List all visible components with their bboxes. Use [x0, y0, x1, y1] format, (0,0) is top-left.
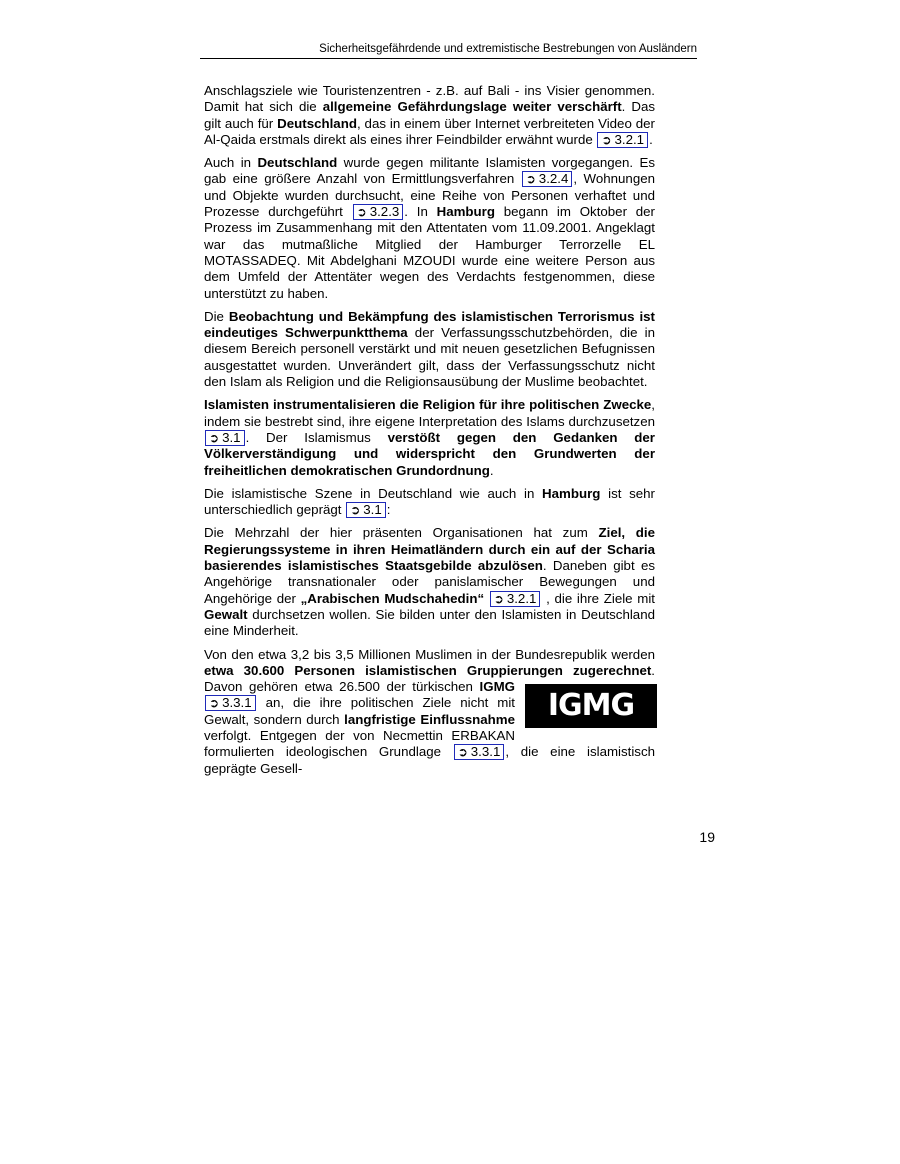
circled-arrow-icon: ➲	[525, 172, 536, 187]
circled-arrow-icon: ➲	[209, 696, 220, 711]
cross-reference-link[interactable]: ➲ 3.1	[346, 502, 386, 518]
paragraph-4: Islamisten instrumentalisieren die Religion für ihre politischen Zwecke, indem sie bestrebt sind, ihre eigene Interpretation des Islams durchzusetzen ➲ 3.1 . Der Islamismus verstößt gegen den Gedanken der Völkerverständigung und widerspricht den Grundwerten der freiheitlichen demokratischen Grundordnung.	[204, 397, 655, 478]
circled-arrow-icon: ➲	[356, 205, 367, 220]
running-header: Sicherheitsgefährdende und extremistische Bestrebungen von Ausländern	[319, 43, 697, 55]
header-rule	[200, 58, 697, 59]
cross-reference-link[interactable]: ➲ 3.3.1	[205, 695, 256, 711]
cross-reference-link[interactable]: ➲ 3.1	[205, 430, 245, 446]
paragraph-2: Auch in Deutschland wurde gegen militante Islamisten vorgegangen. Es gab eine größere Anzahl von Ermittlungsverfahren ➲ 3.2.4 , Wohnungen und Objekte wurden durchsucht, eine Reihe von Personen verhaftet und Prozesse durchgeführt ➲ 3.2.3 . In Hamburg begann im Oktober der Prozess im Zusammenhang mit den Attentaten vom 11.09.2001. Angeklagt war das mutmaßliche Mitglied der Hamburger Terrorzelle EL MOTASSADEQ. Mit Abdelghani MZOUDI wurde eine weitere Person aus dem Umfeld der Attentäter wegen des Verdachts festgenommen, diese unterstützt zu haben.	[204, 155, 656, 301]
paragraph-6: Die Mehrzahl der hier präsenten Organisationen hat zum Ziel, die Regierungssysteme in ihren Heimatländern durch ein auf der Scharia basierendes islamistisches Staatsgebilde abzulösen. Daneben gibt es Angehörige transnationaler oder panislamischer Bewegungen und Angehörige der „Arabischen Mudschahedin“ ➲ 3.2.1 , die ihre Ziele mit Gewalt durchsetzen wollen. Sie bilden unter den Islamisten in Deutschland eine Minderheit.	[204, 525, 656, 639]
page-number: 19	[699, 829, 715, 845]
circled-arrow-icon: ➲	[493, 591, 504, 606]
cross-reference-link[interactable]: ➲ 3.2.4	[522, 171, 573, 187]
paragraph-1: Anschlagsziele wie Touristenzentren - z.B. auf Bali - ins Visier genommen. Damit hat sich die allgemeine Gefährdungslage weiter verschärft. Das gilt auch für Deutschland, das in einem über Internet verbreiteten Video der Al-Qaida erstmals direkt als eines ihrer Feindbilder erwähnt wurde ➲ 3.2.1 .	[204, 83, 655, 147]
cross-reference-link[interactable]: ➲ 3.2.3	[353, 204, 404, 220]
paragraph-7: Von den etwa 3,2 bis 3,5 Millionen Muslimen in der Bundesrepublik werden etwa 30.600 Personen islamistischen Gruppierungen zugerechnet. Davon gehören etwa 26.500 der türkischen IGMG IGMG ➲ 3.3.1 an, die ihre politischen Ziele nicht mit Gewalt, sondern durch langfristige Einflussnahme verfolgt. Entgegen der von Necmettin ERBAKAN formulierten ideologischen Grundlage ➲ 3.3.1 , die eine islamistisch geprägte Gesell-	[204, 646, 655, 776]
circled-arrow-icon: ➲	[457, 745, 468, 760]
cross-reference-link[interactable]: ➲ 3.2.1	[490, 591, 541, 607]
paragraph-3: Die Beobachtung und Bekämpfung des islamistischen Terrorismus ist eindeutiges Schwerpunktthema der Verfassungsschutzbehörden, die in diesem Bereich personell verstärkt und mit neuen gesetzlichen Befugnissen ausgestattet wurden. Unverändert gilt, dass der Verfassungsschutz nicht den Islam als Religion und die Religionsausübung der Muslime beobachtet.	[204, 308, 655, 390]
igmg-logo: IGMG	[525, 684, 657, 728]
circled-arrow-icon: ➲	[601, 132, 612, 147]
cross-reference-link[interactable]: ➲ 3.2.1	[597, 132, 648, 148]
document-body	[204, 83, 655, 784]
paragraph-5: Die islamistische Szene in Deutschland wie auch in Hamburg ist sehr unterschiedlich geprägt ➲ 3.1 :	[204, 485, 655, 518]
circled-arrow-icon: ➲	[350, 503, 361, 518]
circled-arrow-icon: ➲	[209, 430, 220, 445]
cross-reference-link[interactable]: ➲ 3.3.1	[454, 744, 505, 760]
